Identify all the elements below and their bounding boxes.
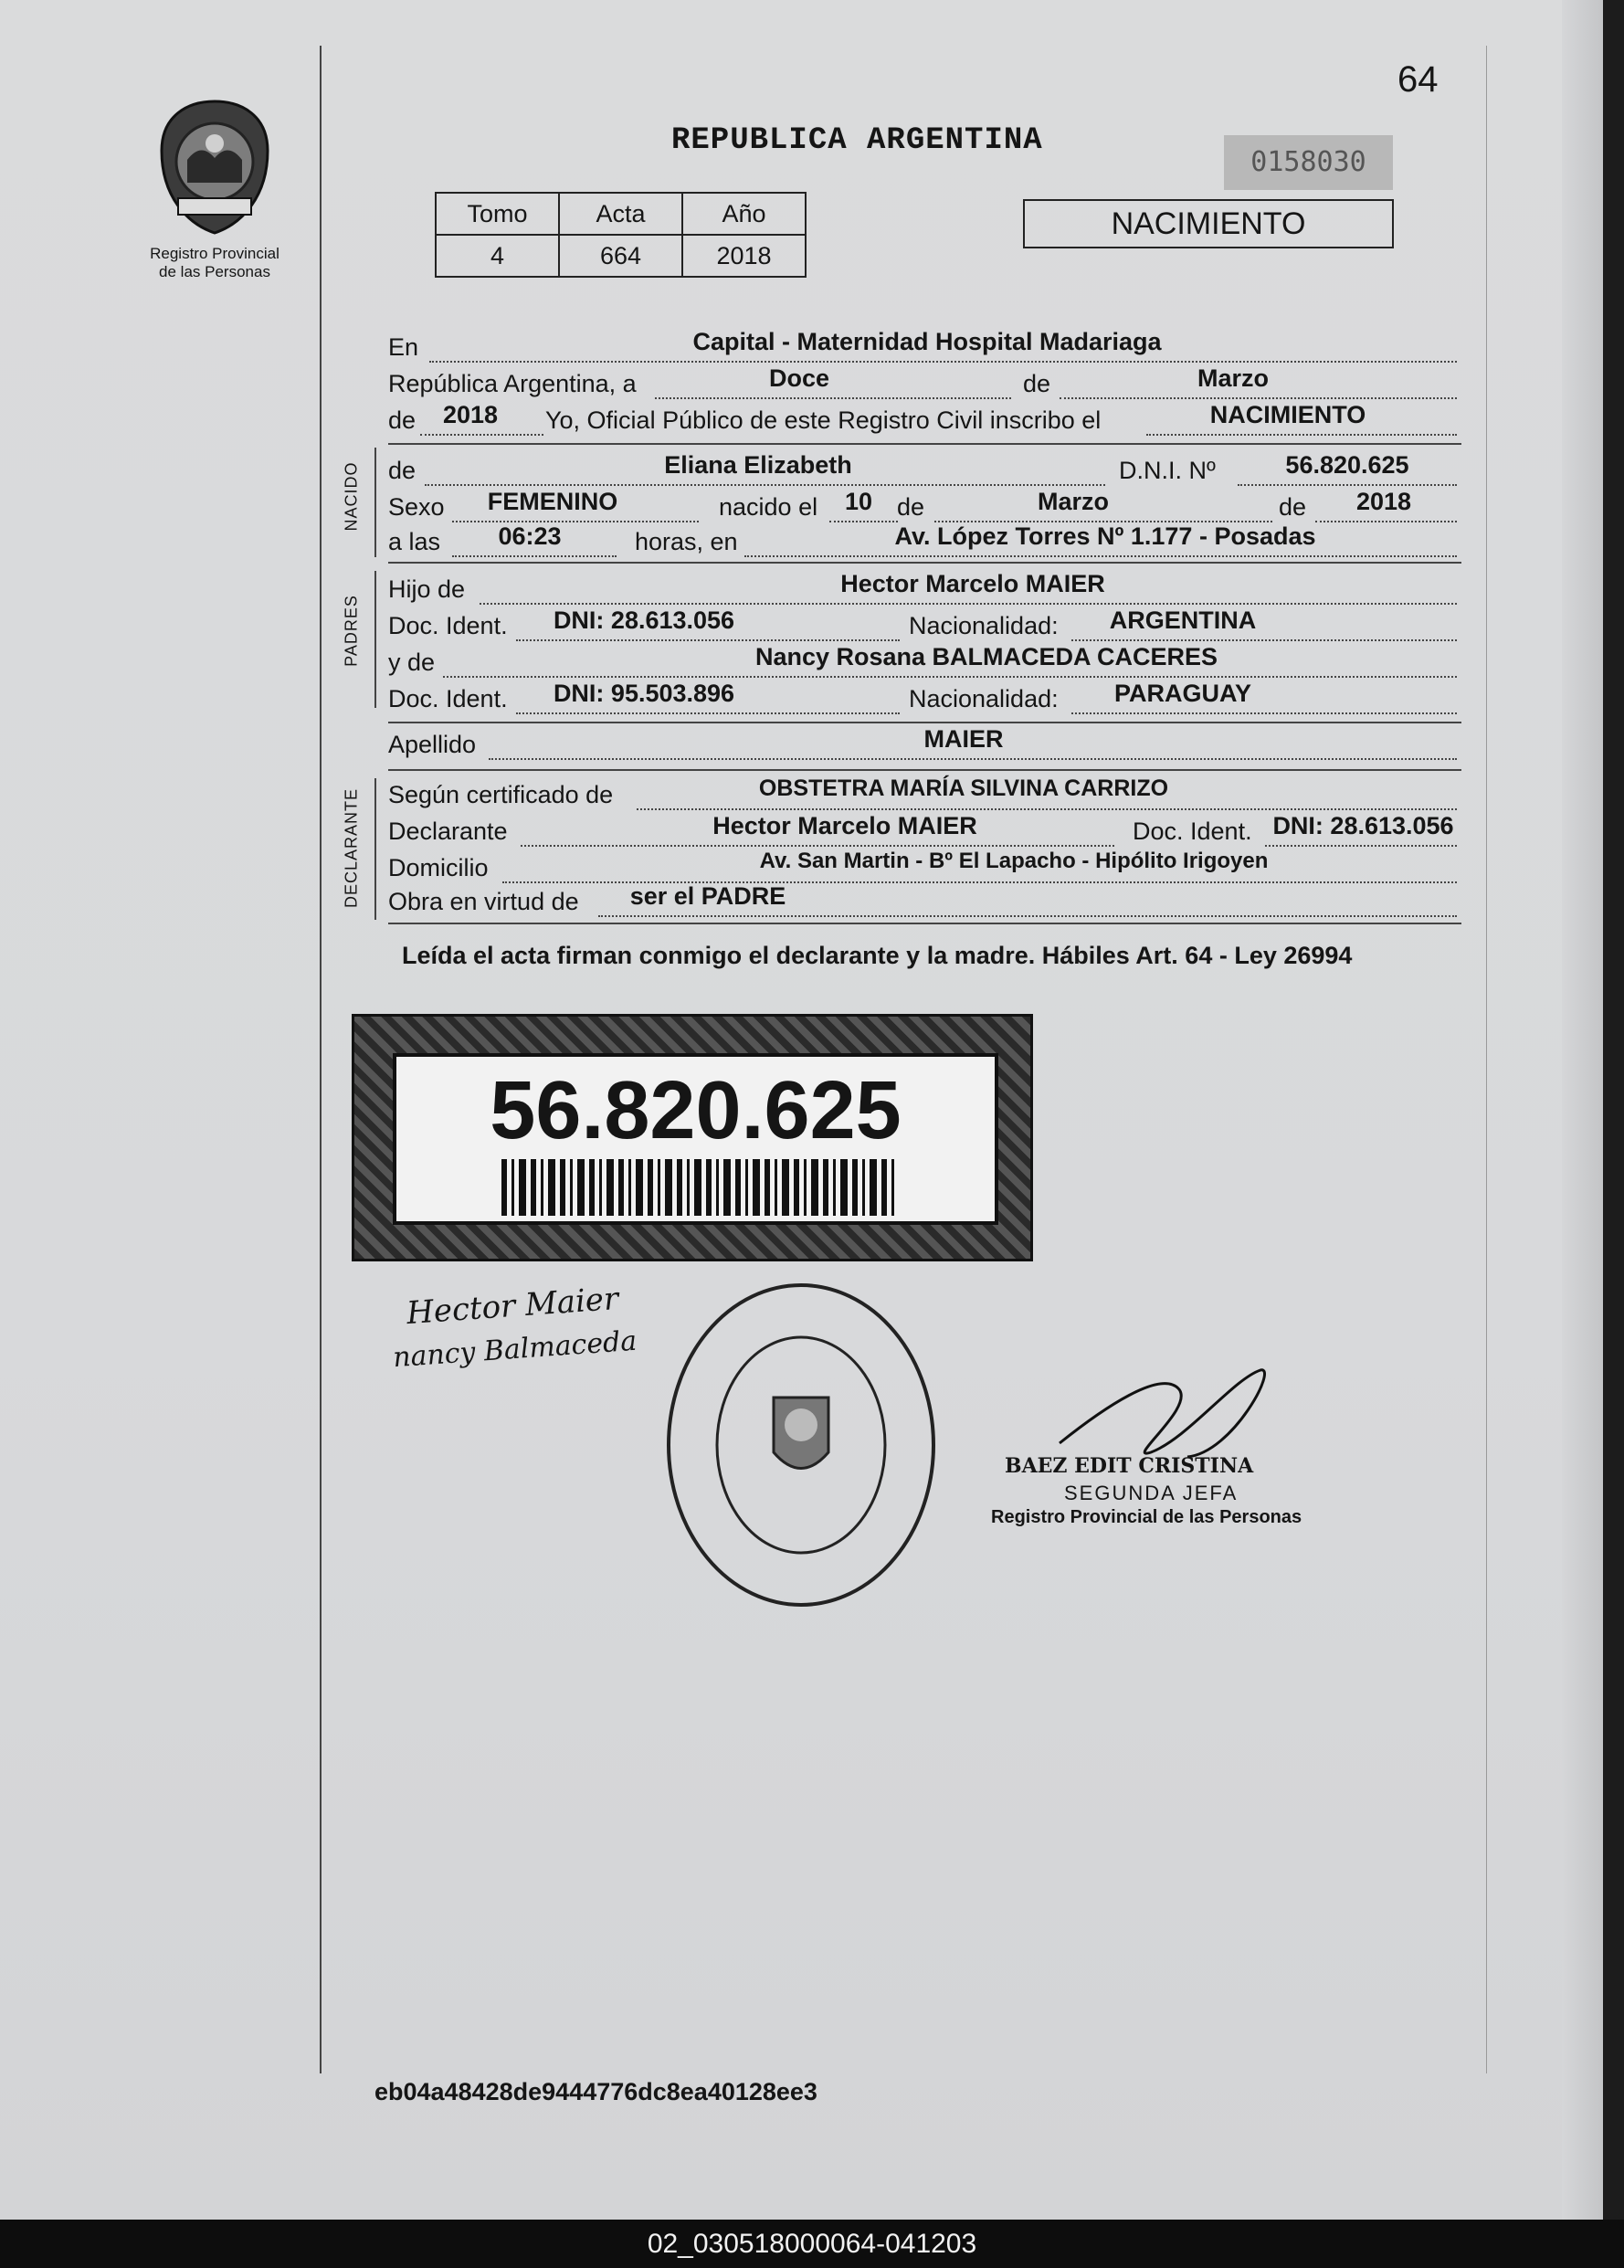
value-mother-nationality: PARAGUAY (1113, 680, 1252, 707)
label-doc-ident-decl: Doc. Ident. (1133, 818, 1252, 845)
label-nacionalidad-2: Nacionalidad: (909, 685, 1059, 712)
official-name: BAEZ EDIT CRISTINA (1005, 1454, 1254, 1478)
row-father (388, 570, 1457, 608)
official-office: Registro Provincial de las Personas (991, 1507, 1302, 1527)
label-nacionalidad: Nacionalidad: (909, 612, 1059, 639)
value-day-words: Doce (768, 364, 830, 392)
section-bar-padres (374, 571, 376, 708)
label-de-year2: de (1279, 493, 1307, 521)
row-mother (388, 643, 1457, 681)
handwritten-signature-father: Hector Maier (405, 1280, 620, 1333)
section-label-padres: PADRES (342, 595, 361, 667)
record-table (435, 192, 807, 278)
row-domicilio (388, 849, 1457, 887)
row-nacido-sexo (388, 488, 1457, 526)
value-inscription: NACIMIENTO (1209, 401, 1366, 428)
value-father: Hector Marcelo MAIER (840, 570, 1105, 597)
value-obra: ser el PADRE (629, 882, 786, 910)
label-horas-en: horas, en (635, 528, 738, 555)
row-republica (388, 364, 1457, 403)
value-birth-month: Marzo (1037, 488, 1109, 515)
value-child-name: Eliana Elizabeth (664, 451, 852, 479)
table-header-ano: Año (682, 193, 806, 235)
value-month: Marzo (1197, 364, 1269, 392)
value-apellido: MAIER (923, 725, 1004, 753)
label-declarante: Declarante (388, 818, 508, 845)
value-year: 2018 (442, 401, 499, 428)
section-label-declarante: DECLARANTE (342, 787, 361, 909)
row-father-doc (388, 607, 1457, 645)
row-declarante (388, 812, 1457, 850)
value-father-nationality: ARGENTINA (1109, 607, 1257, 634)
seal-caption (128, 245, 301, 281)
row-obra (388, 882, 1457, 921)
label-sexo: Sexo (388, 493, 445, 521)
provincial-seal (151, 96, 279, 237)
seal-caption-line2: de las Personas (159, 263, 270, 280)
label-doc-ident: Doc. Ident. (388, 612, 508, 639)
label-y-de: y de (388, 649, 436, 676)
barcode (501, 1159, 894, 1216)
value-sexo: FEMENINO (487, 488, 618, 515)
row-nacido-name (388, 451, 1457, 490)
label-a-las: a las (388, 528, 441, 555)
value-declarant: Hector Marcelo MAIER (712, 812, 977, 839)
section-bar-nacido (374, 448, 376, 557)
registry-round-stamp (662, 1279, 941, 1612)
value-birth-place: Av. López Torres Nº 1.177 - Posadas (894, 522, 1316, 550)
table-value-acta: 664 (559, 235, 682, 277)
table-value-tomo: 4 (436, 235, 559, 277)
table-value-ano: 2018 (682, 235, 806, 277)
value-place: Capital - Maternidad Hospital Madariaga (692, 328, 1162, 355)
value-mother: Nancy Rosana BALMACEDA CACERES (754, 643, 1218, 670)
footer-code: 02_030518000064-041203 (0, 2220, 1624, 2268)
row-mother-doc (388, 680, 1457, 718)
value-declarant-doc: DNI: 28.613.056 (1272, 812, 1454, 839)
value-birth-day: 10 (844, 488, 873, 515)
label-domicilio: Domicilio (388, 854, 489, 881)
official-role: SEGUNDA JEFA (1064, 1482, 1239, 1504)
section-separator (388, 923, 1461, 924)
record-type-box: NACIMIENTO (1023, 199, 1394, 248)
page-edge (1562, 0, 1603, 2220)
section-label-nacido: NACIDO (342, 461, 361, 532)
label-apellido: Apellido (388, 731, 477, 758)
value-mother-doc: DNI: 95.503.896 (553, 680, 735, 707)
table-header-acta: Acta (559, 193, 682, 235)
label-nacido-el: nacido el (719, 493, 818, 521)
value-certificate: OBSTETRA MARÍA SILVINA CARRIZO (758, 775, 1169, 801)
dni-sticker-inner (393, 1053, 998, 1225)
value-time: 06:23 (498, 522, 562, 550)
value-father-doc: DNI: 28.613.056 (553, 607, 735, 634)
value-child-dni: 56.820.625 (1285, 451, 1409, 479)
official-signature-scribble (1050, 1352, 1288, 1471)
round-stamp-graphic (662, 1279, 941, 1612)
row-en (388, 328, 1457, 366)
label-obra: Obra en virtud de (388, 888, 579, 915)
label-de: de (1023, 370, 1051, 397)
label-dni: D.N.I. Nº (1119, 457, 1216, 484)
officer-text: Yo, Oficial Público de este Registro Civil inscribo el (545, 406, 1102, 434)
section-separator (388, 562, 1461, 564)
dni-sticker (352, 1014, 1033, 1261)
stamped-serial: 0158030 (1224, 135, 1393, 190)
closing-note: Leída el acta firman conmigo el declarante y la madre. Hábiles Art. 64 - Ley 26994 (402, 942, 1353, 969)
section-separator (388, 769, 1461, 771)
row-certificado (388, 775, 1457, 814)
section-separator (388, 443, 1461, 445)
label-segun-certificado: Según certificado de (388, 781, 614, 808)
value-domicile: Av. San Martin - Bº El Lapacho - Hipólito Irigoyen (759, 849, 1269, 873)
table-header-tomo: Tomo (436, 193, 559, 235)
section-bar-declarante (374, 778, 376, 920)
row-apellido (388, 725, 1457, 764)
label-en: En (388, 333, 419, 361)
label-de-year: de (388, 406, 417, 434)
document-hash: eb04a48428de9444776dc8ea40128ee3 (374, 2078, 817, 2105)
label-republica: República Argentina, a (388, 370, 637, 397)
handwritten-signature-mother: nancy Balmaceda (392, 1324, 638, 1375)
row-nacido-time (388, 522, 1457, 561)
section-separator (388, 722, 1461, 723)
dni-sticker-number: 56.820.625 (490, 1065, 902, 1156)
label-de-name: de (388, 457, 417, 484)
label-doc-ident-2: Doc. Ident. (388, 685, 508, 712)
document-title: REPUBLICA ARGENTINA (671, 123, 1043, 158)
label-de-month: de (897, 493, 925, 521)
seal-caption-line1: Registro Provincial (150, 245, 279, 262)
value-birth-year: 2018 (1355, 488, 1412, 515)
label-hijo-de: Hijo de (388, 575, 466, 603)
row-officer (388, 401, 1457, 439)
page-number: 64 (1397, 59, 1439, 100)
